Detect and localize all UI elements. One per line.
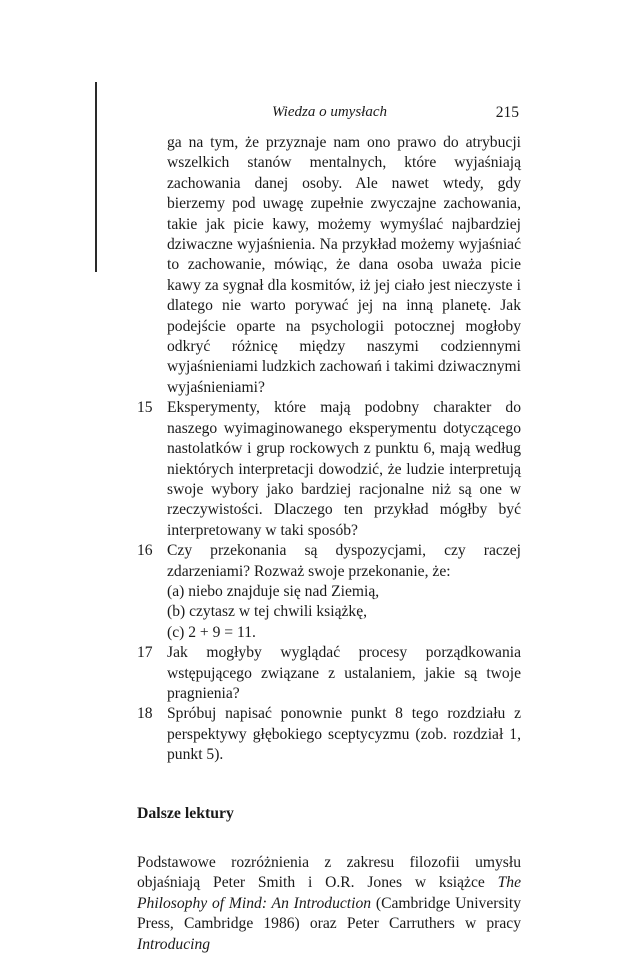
running-title: Wiedza o umysłach (272, 104, 387, 120)
question-text: Eksperymenty, które mają podobny charakter do naszego wyimaginowanego eksperymentu dotyczącego nastolatków i grup rockowych z punktu 6, mają według niektórych interpretacji dowodzić, że ludzie interpretują swoje wybory jako bardziej racjonalne niż są one w rzeczywistości. Dlaczego ten przykład mógłby być interpretowany w taki sposób? (167, 399, 521, 539)
further-reading-text: Podstawowe rozróżnienia z zakresu filozofii umysłu objaśniają Peter Smith i O.R. Jones w książce (137, 854, 521, 892)
section-heading: Dalsze lektury (137, 804, 234, 822)
book-title: The Philosophy of Mind: An Introduction (137, 874, 521, 912)
book-title: Introducing (137, 935, 211, 953)
question-text: Spróbuj napisać ponownie punkt 8 tego rozdziału z perspektywy głębokiego sceptycyzmu (zob. rozdział 1, punkt 5). (167, 705, 521, 764)
question-text: Czy przekonania są dyspozycjami, czy raczej zdarzeniami? Rozważ swoje przekonanie, że: (167, 542, 521, 580)
further-reading-text: (Cambridge University Press, Cambridge 1986) oraz Peter Carruthers w pracy (137, 894, 521, 933)
question-subitem: (c) 2 + 9 = 11. (167, 623, 256, 641)
continuation-paragraph: ga na tym, że przyznaje nam ono prawo do atrybucji wszelkich stanów mentalnych, które wyjaśniają zachowania danej osoby. Ale nawet wtedy, gdy bierzemy pod uwagę zupełnie zwyczajne zachowania, takie jak picie kawy, możemy wymyślać najbardziej dziwaczne wyjaśnienia. Na przykład możemy wyjaśniać to zachowanie, mówiąc, że dana osoba uważa picie kawy za sygnał dla kosmitów, iż jej ciało jest nieczyste i dlatego nie warto porywać jej na inną planetę. Jak podejście oparte na psychologii potocznej mogłoby odkryć różnicę między naszymi codziennymi wyjaśnieniami ludzkich zachowań i takimi dziwacznymi wyjaśnieniami? (167, 134, 521, 396)
question-subitem: (b) czytasz w tej chwili książkę, (167, 603, 368, 621)
page-body (137, 133, 521, 955)
page-header (137, 104, 519, 126)
question-subitem: (a) niebo znajduje się nad Ziemią, (167, 582, 380, 600)
further-reading-paragraph (137, 853, 521, 955)
question-number: 15 (137, 399, 153, 417)
scan-edge-mark (95, 82, 97, 272)
page-number: 215 (495, 104, 519, 121)
question-text: Jak mogłyby wyglądać procesy porządkowania wstępującego związane z ustalaniem, jakie są twoje pragnienia? (167, 644, 521, 702)
question-item (137, 541, 521, 582)
question-item (137, 398, 521, 541)
question-number: 17 (137, 644, 153, 662)
question-number: 16 (137, 542, 153, 560)
question-number: 18 (137, 705, 153, 723)
question-item (137, 643, 521, 704)
question-item (137, 704, 521, 765)
